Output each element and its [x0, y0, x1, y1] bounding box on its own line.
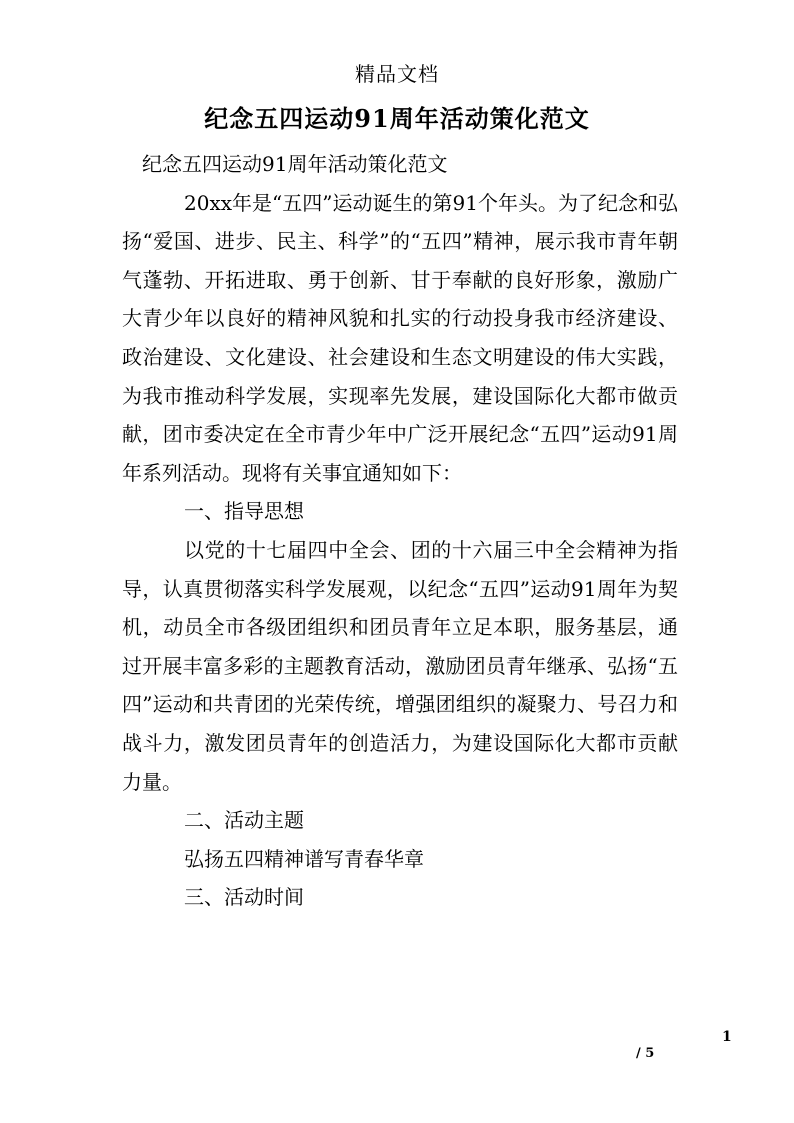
page-number: 1 — [722, 1029, 732, 1045]
guiding-ideology-paragraph: 以党的十七届四中全会、团的十六届三中全会精神为指导，认真贯彻落实科学发展观，以纪念“五四”运动91周年为契机，动员全市各级团组织和团员青年立足本职，服务基层，通过开展丰富多彩的主题教育活动，激励团员青年继承、弘扬“五四”运动和共青团的光荣传统，增强团组织的凝聚力、号召力和战斗力，激发团员青年的创造活力，为建设国际化大都市贡献力量。 — [122, 537, 678, 794]
section-heading-activity-theme: 二、活动主题 — [184, 808, 304, 833]
section-heading-guiding-ideology: 一、指导思想 — [184, 499, 304, 524]
document-subtitle: 纪念五四运动91周年活动策化范文 — [142, 152, 448, 176]
section-heading-activity-time: 三、活动时间 — [184, 885, 304, 910]
activity-theme-paragraph: 弘扬五四精神谱写青春华章 — [184, 846, 424, 871]
document-title: 纪念五四运动91周年活动策化范文 — [204, 104, 590, 133]
page-header: 精品文档 — [355, 62, 439, 86]
document-body — [122, 145, 678, 917]
intro-paragraph: 20xx年是“五四”运动诞生的第91个年头。为了纪念和弘扬“爱国、进步、民主、科学”的“五四”精神，展示我市青年朝气蓬勃、开拓进取、勇于创新、甘于奉献的良好形象，激励广大青少年以良好的精神风貌和扎实的行动投身我市经济建设、政治建设、文化建设、社会建设和生态文明建设的伟大实践，为我市推动科学发展，实现率先发展，建设国际化大都市做贡献，团市委决定在全市青少年中广泛开展纪念“五四”运动91周年系列活动。现将有关事宜通知如下： — [122, 190, 678, 485]
page-total: / 5 — [636, 1046, 655, 1061]
